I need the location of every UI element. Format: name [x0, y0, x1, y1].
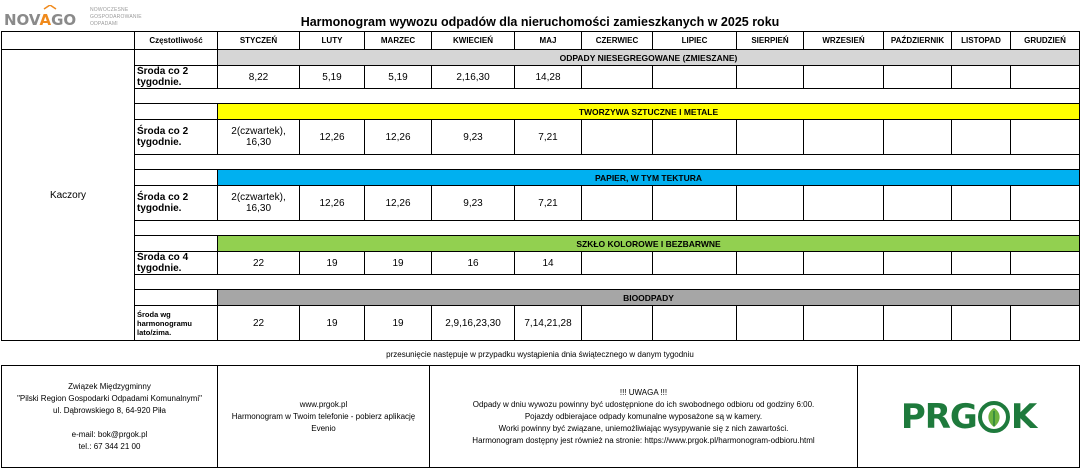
date-cell: 19 — [365, 252, 432, 275]
date-cell — [804, 186, 884, 221]
date-cell — [804, 66, 884, 89]
date-cell: 12,26 — [365, 186, 432, 221]
org-full-name: "Pilski Region Gospodarki Odpadami Komunalnymi" — [17, 393, 202, 403]
month-header-10: PAŹDZIERNIK — [884, 32, 952, 50]
date-cell: 2(czwartek), 16,30 — [218, 186, 300, 221]
month-header-2: LUTY — [300, 32, 365, 50]
date-cell — [582, 66, 653, 89]
org-email: e-mail: bok@prgok.pl — [71, 429, 148, 439]
spacer-row — [2, 155, 1080, 170]
category-title: ODPADY NIESEGREGOWANE (ZMIESZANE) — [218, 50, 1080, 66]
prgok-logo — [862, 396, 1075, 437]
warning-line-1: Odpady w dniu wywozu powinny być udostępnione do ich swobodnego odbioru od godziny 6:00. — [472, 399, 815, 409]
date-cell: 12,26 — [300, 186, 365, 221]
month-header-1: STYCZEŃ — [218, 32, 300, 50]
header-row — [2, 32, 1080, 50]
date-cell: 14,28 — [515, 66, 582, 89]
date-cell — [952, 120, 1011, 155]
date-cell: 19 — [300, 306, 365, 341]
date-cell — [737, 186, 804, 221]
schedule-row — [2, 252, 1080, 275]
category-bar-row — [2, 290, 1080, 306]
date-cell: 22 — [218, 252, 300, 275]
header-frequency: Częstotliwość — [135, 32, 218, 50]
month-header-8: SIERPIEŃ — [737, 32, 804, 50]
month-header-11: LISTOPAD — [952, 32, 1011, 50]
date-cell — [884, 66, 952, 89]
warning-line-2: Pojazdy odbierajace odpady komunalne wyposażone są w kamery. — [524, 411, 763, 421]
page-title: Harmonogram wywozu odpadów dla nieruchomości zamieszkanych w 2025 roku — [300, 15, 780, 29]
schedule-row — [2, 186, 1080, 221]
date-cell — [1011, 120, 1080, 155]
org-name: Związek Międzygminny — [68, 381, 151, 391]
novago-logo-text: NOVAGO — [4, 11, 77, 29]
frequency-cell: Środa co 2 tygodnie. — [135, 120, 218, 155]
month-header-5: MAJ — [515, 32, 582, 50]
date-cell — [952, 306, 1011, 341]
frequency-cell: Środa co 2 tygodnie. — [135, 66, 218, 89]
category-bar-row — [2, 50, 1080, 66]
footer-table — [1, 365, 1080, 468]
novago-tagline: NOWOCZESNE GOSPODAROWANIE ODPADAMI — [90, 7, 142, 27]
warning-cell — [430, 366, 858, 468]
month-header-7: LIPIEC — [653, 32, 737, 50]
org-address: ul. Dąbrowskiego 8, 64-920 Piła — [53, 405, 166, 415]
date-cell: 5,19 — [300, 66, 365, 89]
date-cell: 16 — [432, 252, 515, 275]
area-name: Kaczory — [2, 50, 135, 341]
schedule-table — [1, 31, 1080, 341]
prgok-logo-text-left: PRG — [900, 396, 977, 437]
date-cell: 19 — [365, 306, 432, 341]
date-cell — [952, 252, 1011, 275]
app-download-text: Harmonogram w Twoim telefonie - pobierz aplikację — [231, 411, 416, 421]
app-name: Evenio — [311, 423, 336, 433]
date-cell — [804, 120, 884, 155]
date-cell — [1011, 186, 1080, 221]
date-cell: 5,19 — [365, 66, 432, 89]
prgok-logo-text-right: K — [1010, 396, 1037, 437]
date-cell — [884, 306, 952, 341]
date-cell: 7,14,21,28 — [515, 306, 582, 341]
date-cell: 22 — [218, 306, 300, 341]
date-cell — [737, 120, 804, 155]
date-cell — [952, 186, 1011, 221]
date-cell — [737, 252, 804, 275]
spacer-row — [2, 275, 1080, 290]
frequency-cell: Środa wg harmonogramu lato/zima. — [135, 306, 218, 341]
date-cell: 2,16,30 — [432, 66, 515, 89]
date-cell — [1011, 306, 1080, 341]
date-cell: 7,21 — [515, 186, 582, 221]
date-cell: 12,26 — [300, 120, 365, 155]
date-cell — [653, 66, 737, 89]
date-cell — [952, 66, 1011, 89]
date-cell — [737, 306, 804, 341]
date-cell — [804, 252, 884, 275]
date-cell — [1011, 252, 1080, 275]
category-title: SZKŁO KOLOROWE I BEZBARWNE — [218, 236, 1080, 252]
date-cell — [582, 186, 653, 221]
date-cell — [804, 306, 884, 341]
prgok-logo-cell — [858, 366, 1080, 468]
date-cell — [1011, 66, 1080, 89]
category-bar-row — [2, 104, 1080, 120]
warning-line-4: Harmonogram dostępny jest również na stronie: https://www.prgok.pl/harmonogram-odbioru.html — [472, 435, 815, 445]
frequency-cell: Środa co 4 tygodnie. — [135, 252, 218, 275]
schedule-row — [2, 306, 1080, 341]
date-cell — [582, 252, 653, 275]
date-cell — [653, 252, 737, 275]
warning-line-3: Worki powinny być związane, uniemożliwiając wysypywanie się z nich zawartości. — [498, 423, 789, 433]
date-cell: 12,26 — [365, 120, 432, 155]
date-cell — [653, 306, 737, 341]
holiday-note: przesunięcie następuje w przypadku wystąpienia dnia świątecznego w danym tygodniu — [386, 350, 694, 359]
header-empty-cell — [2, 32, 135, 50]
date-cell — [582, 120, 653, 155]
date-cell — [653, 120, 737, 155]
date-cell — [884, 252, 952, 275]
schedule-row — [2, 120, 1080, 155]
month-header-6: CZERWIEC — [582, 32, 653, 50]
spacer-row — [2, 221, 1080, 236]
spacer-row — [2, 89, 1080, 104]
org-info-cell — [2, 366, 218, 468]
month-header-9: WRZESIEŃ — [804, 32, 884, 50]
month-header-3: MARZEC — [365, 32, 432, 50]
leaf-icon — [977, 400, 1011, 434]
category-title: TWORZYWA SZTUCZNE I METALE — [218, 104, 1080, 120]
date-cell: 8,22 — [218, 66, 300, 89]
category-bar-row — [2, 170, 1080, 186]
date-cell — [653, 186, 737, 221]
date-cell: 14 — [515, 252, 582, 275]
date-cell: 2(czwartek), 16,30 — [218, 120, 300, 155]
date-cell: 9,23 — [432, 186, 515, 221]
warning-title: !!! UWAGA !!! — [619, 387, 668, 397]
date-cell: 9,23 — [432, 120, 515, 155]
month-header-12: GRUDZIEŃ — [1011, 32, 1080, 50]
date-cell — [582, 306, 653, 341]
month-header-4: KWIECIEŃ — [432, 32, 515, 50]
category-title: PAPIER, W TYM TEKTURA — [218, 170, 1080, 186]
web-info-cell — [218, 366, 430, 468]
date-cell: 2,9,16,23,30 — [432, 306, 515, 341]
date-cell — [737, 66, 804, 89]
category-bar-row — [2, 236, 1080, 252]
category-title: BIOODPADY — [218, 290, 1080, 306]
schedule-row — [2, 66, 1080, 89]
org-phone: tel.: 67 344 21 00 — [78, 441, 141, 451]
date-cell: 7,21 — [515, 120, 582, 155]
date-cell — [884, 120, 952, 155]
website-link[interactable]: www.prgok.pl — [299, 399, 348, 409]
date-cell — [884, 186, 952, 221]
frequency-cell: Środa co 2 tygodnie. — [135, 186, 218, 221]
date-cell: 19 — [300, 252, 365, 275]
